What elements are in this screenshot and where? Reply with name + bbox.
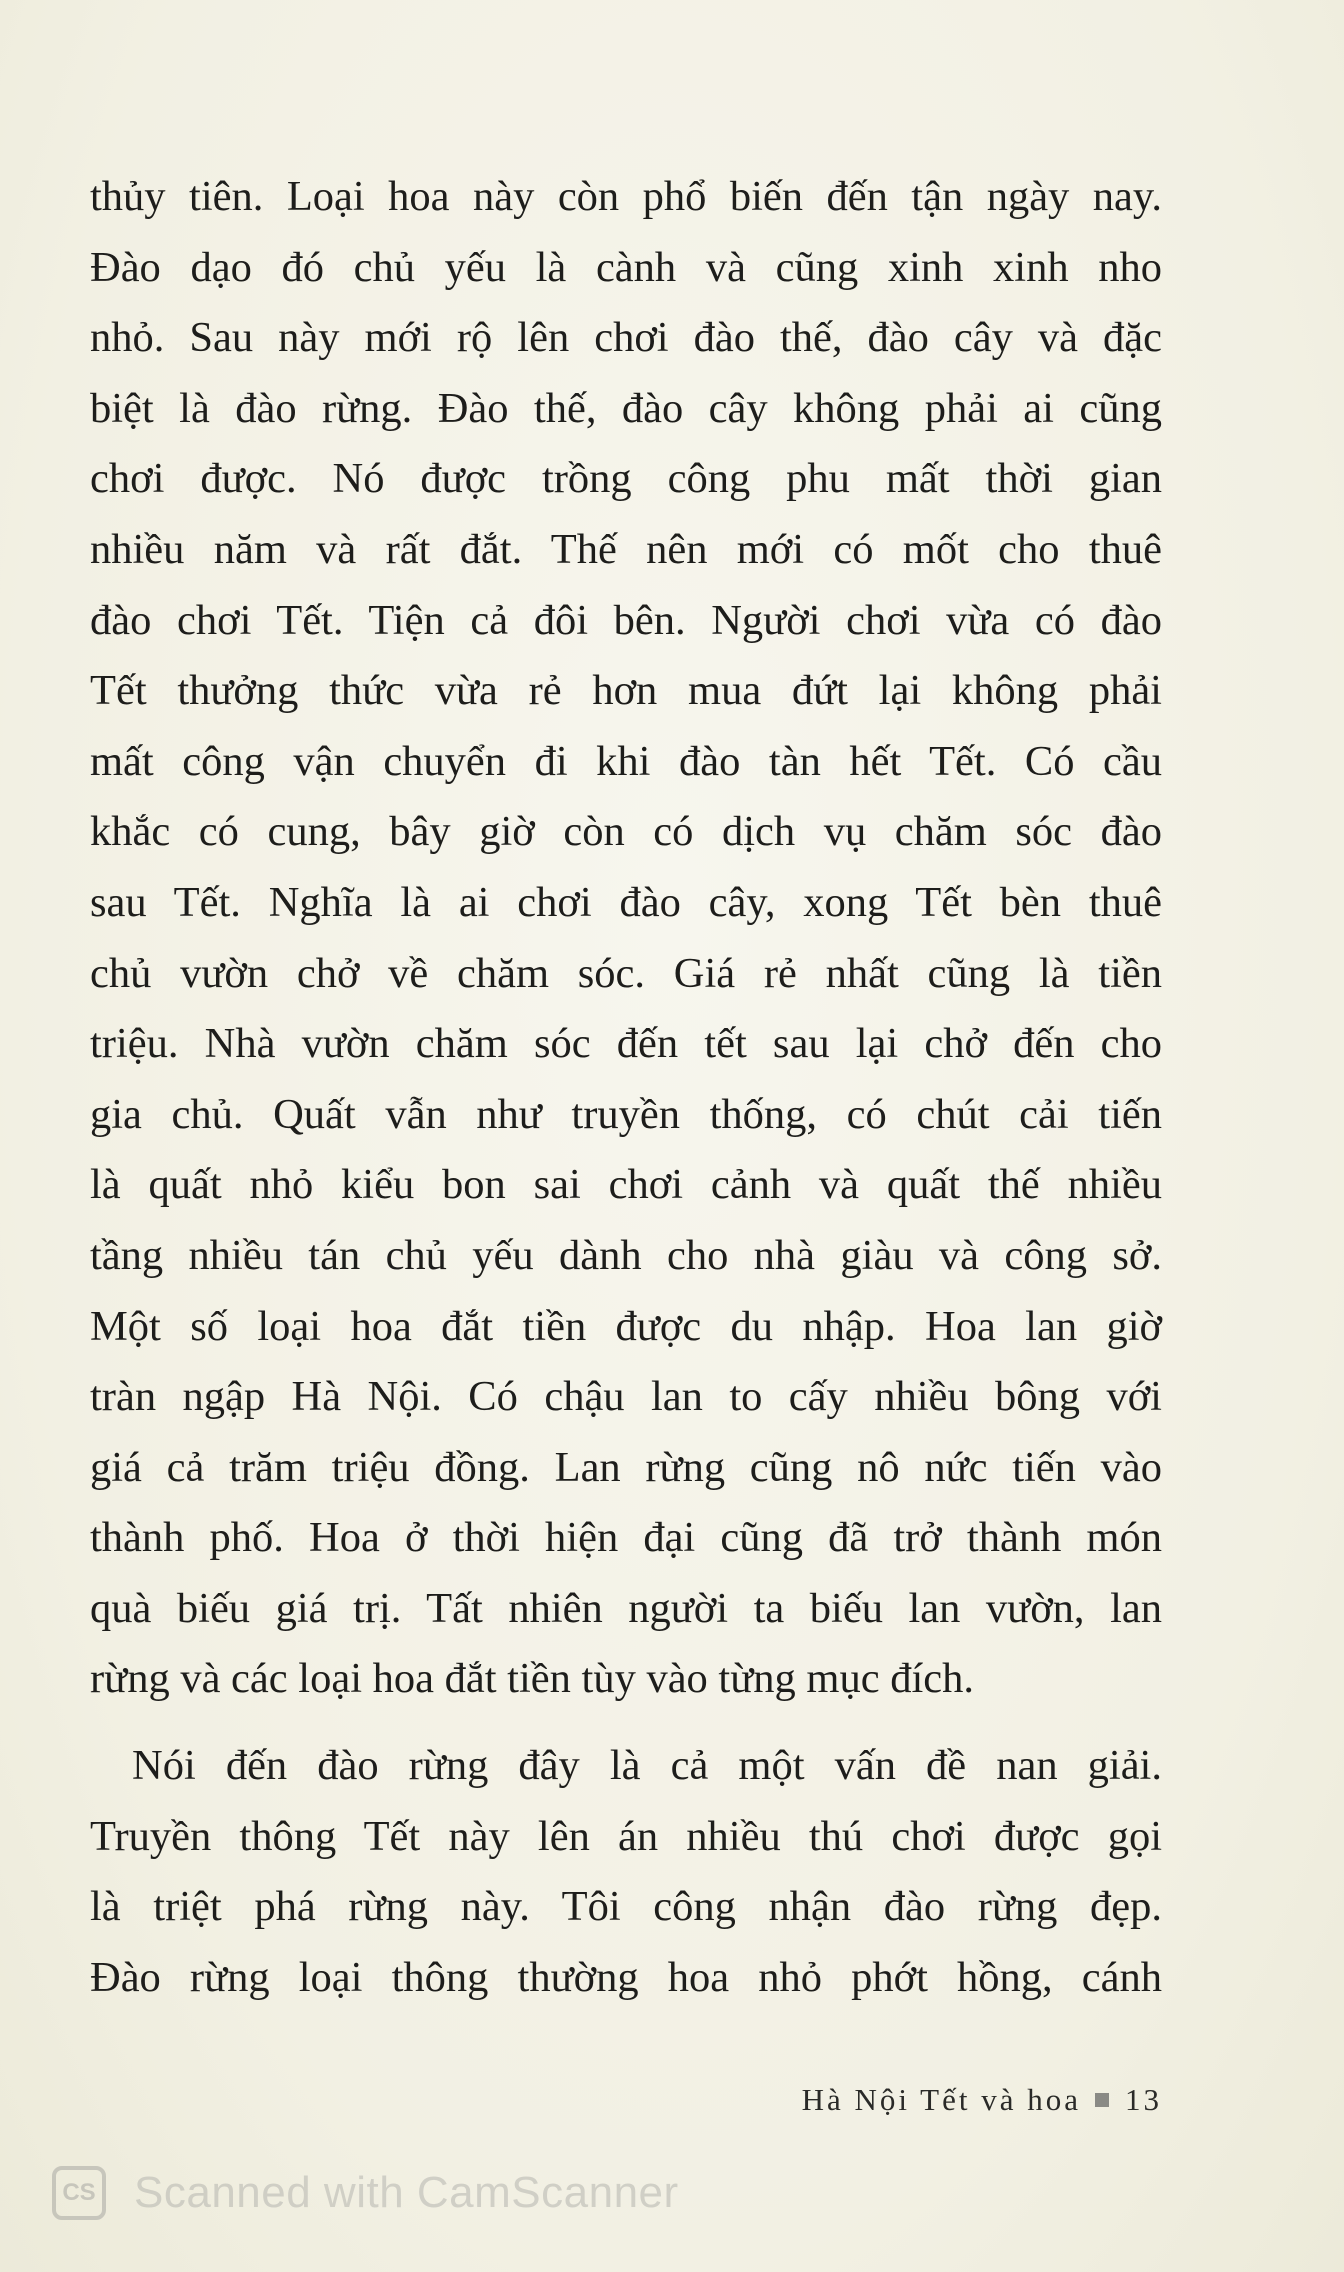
text-line: Truyền thông Tết này lên án nhiều thú chơi được gọi <box>90 1812 1162 1860</box>
text-line: là quất nhỏ kiểu bon sai chơi cảnh và quất thế nhiều <box>90 1161 1162 1209</box>
text-line: tầng nhiều tán chủ yếu dành cho nhà giàu và công sở. <box>90 1231 1162 1279</box>
text-line: chơi được. Nó được trồng công phu mất thời gian <box>90 455 1162 503</box>
text-line: Một số loại hoa đắt tiền được du nhập. Hoa lan giờ <box>90 1302 1162 1350</box>
text-line: giá cả trăm triệu đồng. Lan rừng cũng nô nức tiến vào <box>90 1443 1162 1491</box>
page-number: 13 <box>1125 2082 1162 2117</box>
scanner-watermark <box>52 2166 679 2220</box>
camscanner-logo-icon: CS <box>52 2166 106 2220</box>
text-line: biệt là đào rừng. Đào thế, đào cây không phải ai cũng <box>90 384 1162 432</box>
text-line: Tết thưởng thức vừa rẻ hơn mua đứt lại không phải <box>90 667 1162 715</box>
text-line: nhỏ. Sau này mới rộ lên chơi đào thế, đào cây và đặc <box>90 314 1162 362</box>
paragraph-1 <box>90 162 1162 1715</box>
text-line: Đào rừng loại thông thường hoa nhỏ phớt hồng, cánh <box>90 1953 1162 2001</box>
text-line: là triệt phá rừng này. Tôi công nhận đào rừng đẹp. <box>90 1883 1162 1931</box>
paragraph-2 <box>90 1731 1162 2013</box>
text-line: Đào dạo đó chủ yếu là cành và cũng xinh xinh nho <box>90 243 1162 291</box>
running-footer <box>802 2082 1162 2118</box>
text-line: triệu. Nhà vườn chăm sóc đến tết sau lại chở đến cho <box>90 1020 1162 1068</box>
text-line: quà biếu giá trị. Tất nhiên người ta biếu lan vườn, lan <box>90 1584 1162 1632</box>
watermark-text: Scanned with CamScanner <box>134 2168 679 2217</box>
text-line: sau Tết. Nghĩa là ai chơi đào cây, xong Tết bèn thuê <box>90 878 1162 926</box>
text-line: rừng và các loại hoa đắt tiền tùy vào từng mục đích. <box>90 1655 974 1703</box>
text-line: đào chơi Tết. Tiện cả đôi bên. Người chơi vừa có đào <box>90 596 1162 644</box>
text-line: tràn ngập Hà Nội. Có chậu lan to cấy nhiều bông với <box>90 1373 1162 1421</box>
text-line: chủ vườn chở về chăm sóc. Giá rẻ nhất cũng là tiền <box>90 949 1162 997</box>
text-line: khắc có cung, bây giờ còn có dịch vụ chăm sóc đào <box>90 808 1162 856</box>
text-line: Nói đến đào rừng đây là cả một vấn đề nan giải. <box>132 1742 1162 1790</box>
book-title: Hà Nội Tết và hoa <box>801 2082 1081 2117</box>
text-line: gia chủ. Quất vẫn như truyền thống, có chút cải tiến <box>90 1090 1162 1138</box>
text-line: nhiều năm và rất đắt. Thế nên mới có mốt cho thuê <box>90 525 1162 573</box>
square-bullet-icon <box>1095 2093 1109 2107</box>
body-text <box>90 162 1162 2013</box>
text-line: thủy tiên. Loại hoa này còn phổ biến đến tận ngày nay. <box>90 173 1162 220</box>
text-line: thành phố. Hoa ở thời hiện đại cũng đã trở thành món <box>90 1514 1162 1562</box>
text-line: mất công vận chuyển đi khi đào tàn hết Tết. Có cầu <box>90 737 1162 785</box>
